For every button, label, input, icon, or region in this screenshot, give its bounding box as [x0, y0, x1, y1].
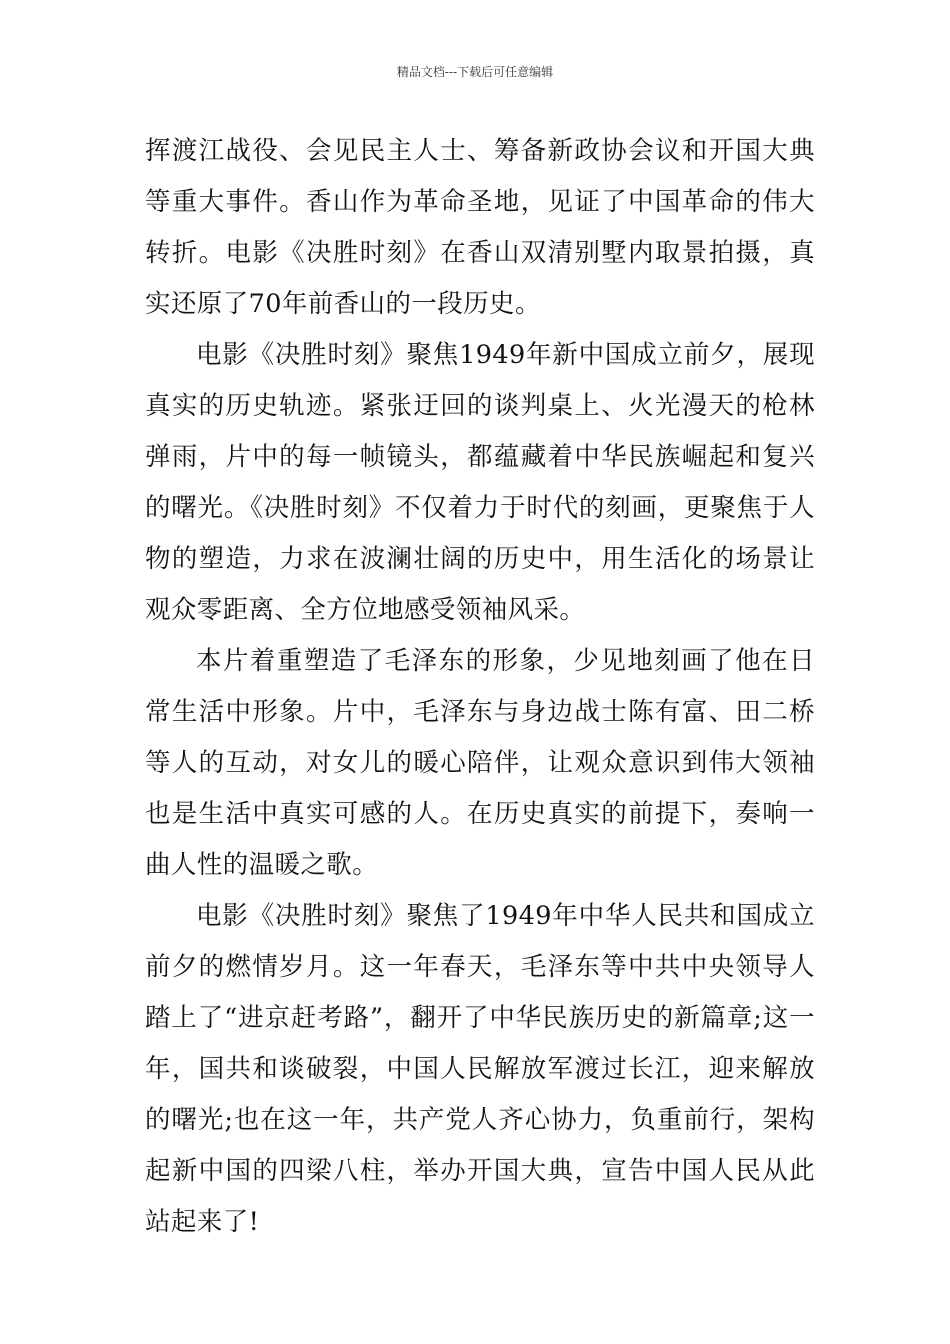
paragraph: 电影《决胜时刻》聚焦了1949年中华人民共和国成立前夕的燃情岁月。这一年春天，毛泽东等中共中央领导人踏上了“进京赶考路”，翻开了中华民族历史的新篇章;这一年，国共和谈破裂，中国人民解放军渡过长江，迎来解放的曙光;也在这一年，共产党人齐心协力，负重前行，架构起新中国的四梁八柱，举办开国大典，宣告中国人民从此站起来了!: [145, 901, 815, 1237]
paragraph: 本片着重塑造了毛泽东的形象，少见地刻画了他在日常生活中形象。片中，毛泽东与身边战士陈有富、田二桥等人的互动，对女儿的暖心陪伴，让观众意识到伟大领袖也是生活中真实可感的人。在历史真实的前提下，奏响一曲人性的温暖之歌。: [145, 646, 815, 880]
page-header: 精品文档---下载后可任意编辑: [396, 65, 554, 79]
document-body: [145, 126, 815, 1248]
paragraph-continued: 挥渡江战役、会见民主人士、筹备新政协会议和开国大典等重大事件。香山作为革命圣地，见证了中国革命的伟大转折。电影《决胜时刻》在香山双清别墅内取景拍摄，真实还原了70年前香山的一段历史。: [145, 136, 815, 319]
paragraph: 电影《决胜时刻》聚焦1949年新中国成立前夕，展现真实的历史轨迹。紧张迂回的谈判桌上、火光漫天的枪林弹雨，片中的每一帧镜头，都蕴藏着中华民族崛起和复兴的曙光。《决胜时刻》不仅着力于时代的刻画，更聚焦于人物的塑造，力求在波澜壮阔的历史中，用生活化的场景让观众零距离、全方位地感受领袖风采。: [145, 340, 815, 625]
